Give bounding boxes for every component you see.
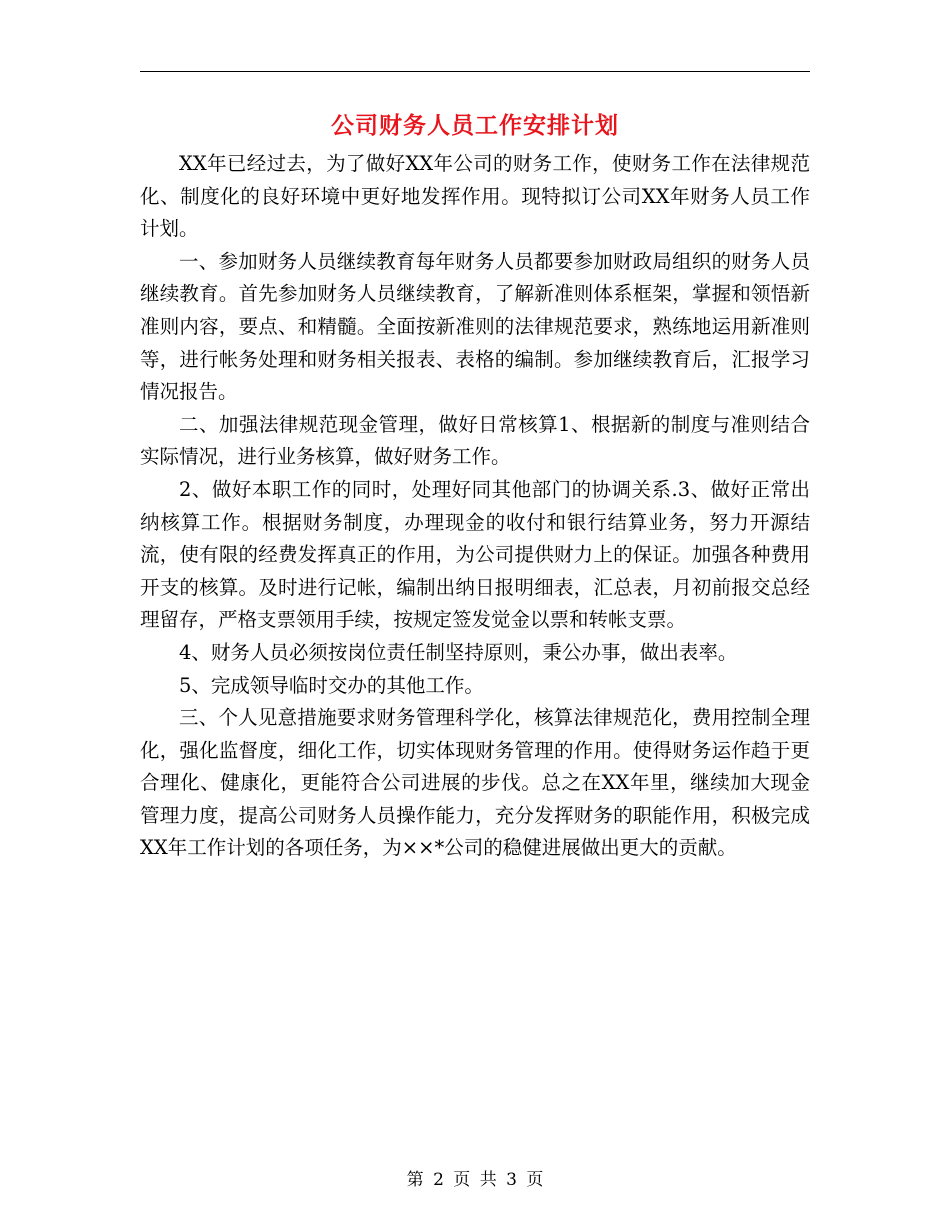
paragraph-intro: XX年已经过去，为了做好XX年公司的财务工作，使财务工作在法律规范化、制度化的良好环境中更好地发挥作用。现特拟订公司XX年财务人员工作计划。 <box>140 152 810 241</box>
document-body <box>140 148 810 865</box>
paragraph-continuing-education: 一、参加财务人员继续教育每年财务人员都要参加财政局组织的财务人员继续教育。首先参加财务人员继续教育，了解新准则体系框架，掌握和领悟新准则内容，要点、和精髓。全面按新准则的法律规范要求，熟练地运用新准则等，进行帐务处理和财务相关报表、表格的编制。参加继续教育后，汇报学习情况报告。 <box>140 249 810 404</box>
page-number: 第 2 页 共 3 页 <box>406 1170 544 1190</box>
document-title: 公司财务人员工作安排计划 <box>331 112 619 139</box>
header-rule <box>140 71 810 72</box>
paragraph-other-tasks: 5、完成领导临时交办的其他工作。 <box>179 673 484 697</box>
paragraph-suggestions: 三、个人见意措施要求财务管理科学化，核算法律规范化，费用控制全理化，强化监督度，细化工作，切实体现财务管理的作用。使得财务运作趋于更合理化、健康化，更能符合公司进展的步伐。总之在XX年里，继续加大现金管理力度，提高公司财务人员操作能力，充分发挥财务的职能作用，积极完成XX年工作计划的各项任务，为××*公司的稳健进展做出更大的贡献。 <box>140 706 810 860</box>
paragraph-cash-management: 二、加强法律规范现金管理，做好日常核算1、根据新的制度与准则结合实际情况，进行业务核算，做好财务工作。 <box>140 412 810 469</box>
paragraph-cashier-duties: 2、做好本职工作的同时，处理好同其他部门的协调关系.3、做好正常出纳核算工作。根据财务制度，办理现金的收付和银行结算业务，努力开源结流，使有限的经费发挥真正的作用，为公司提供财力上的保证。加强各种费用开支的核算。及时进行记帐，编制出纳日报明细表，汇总表，月初前报交总经理留存，严格支票领用手续，按规定签发觉金以票和转帐支票。 <box>140 477 810 632</box>
paragraph-principles: 4、财务人员必须按岗位责任制坚持原则，秉公办事，做出表率。 <box>179 640 738 664</box>
